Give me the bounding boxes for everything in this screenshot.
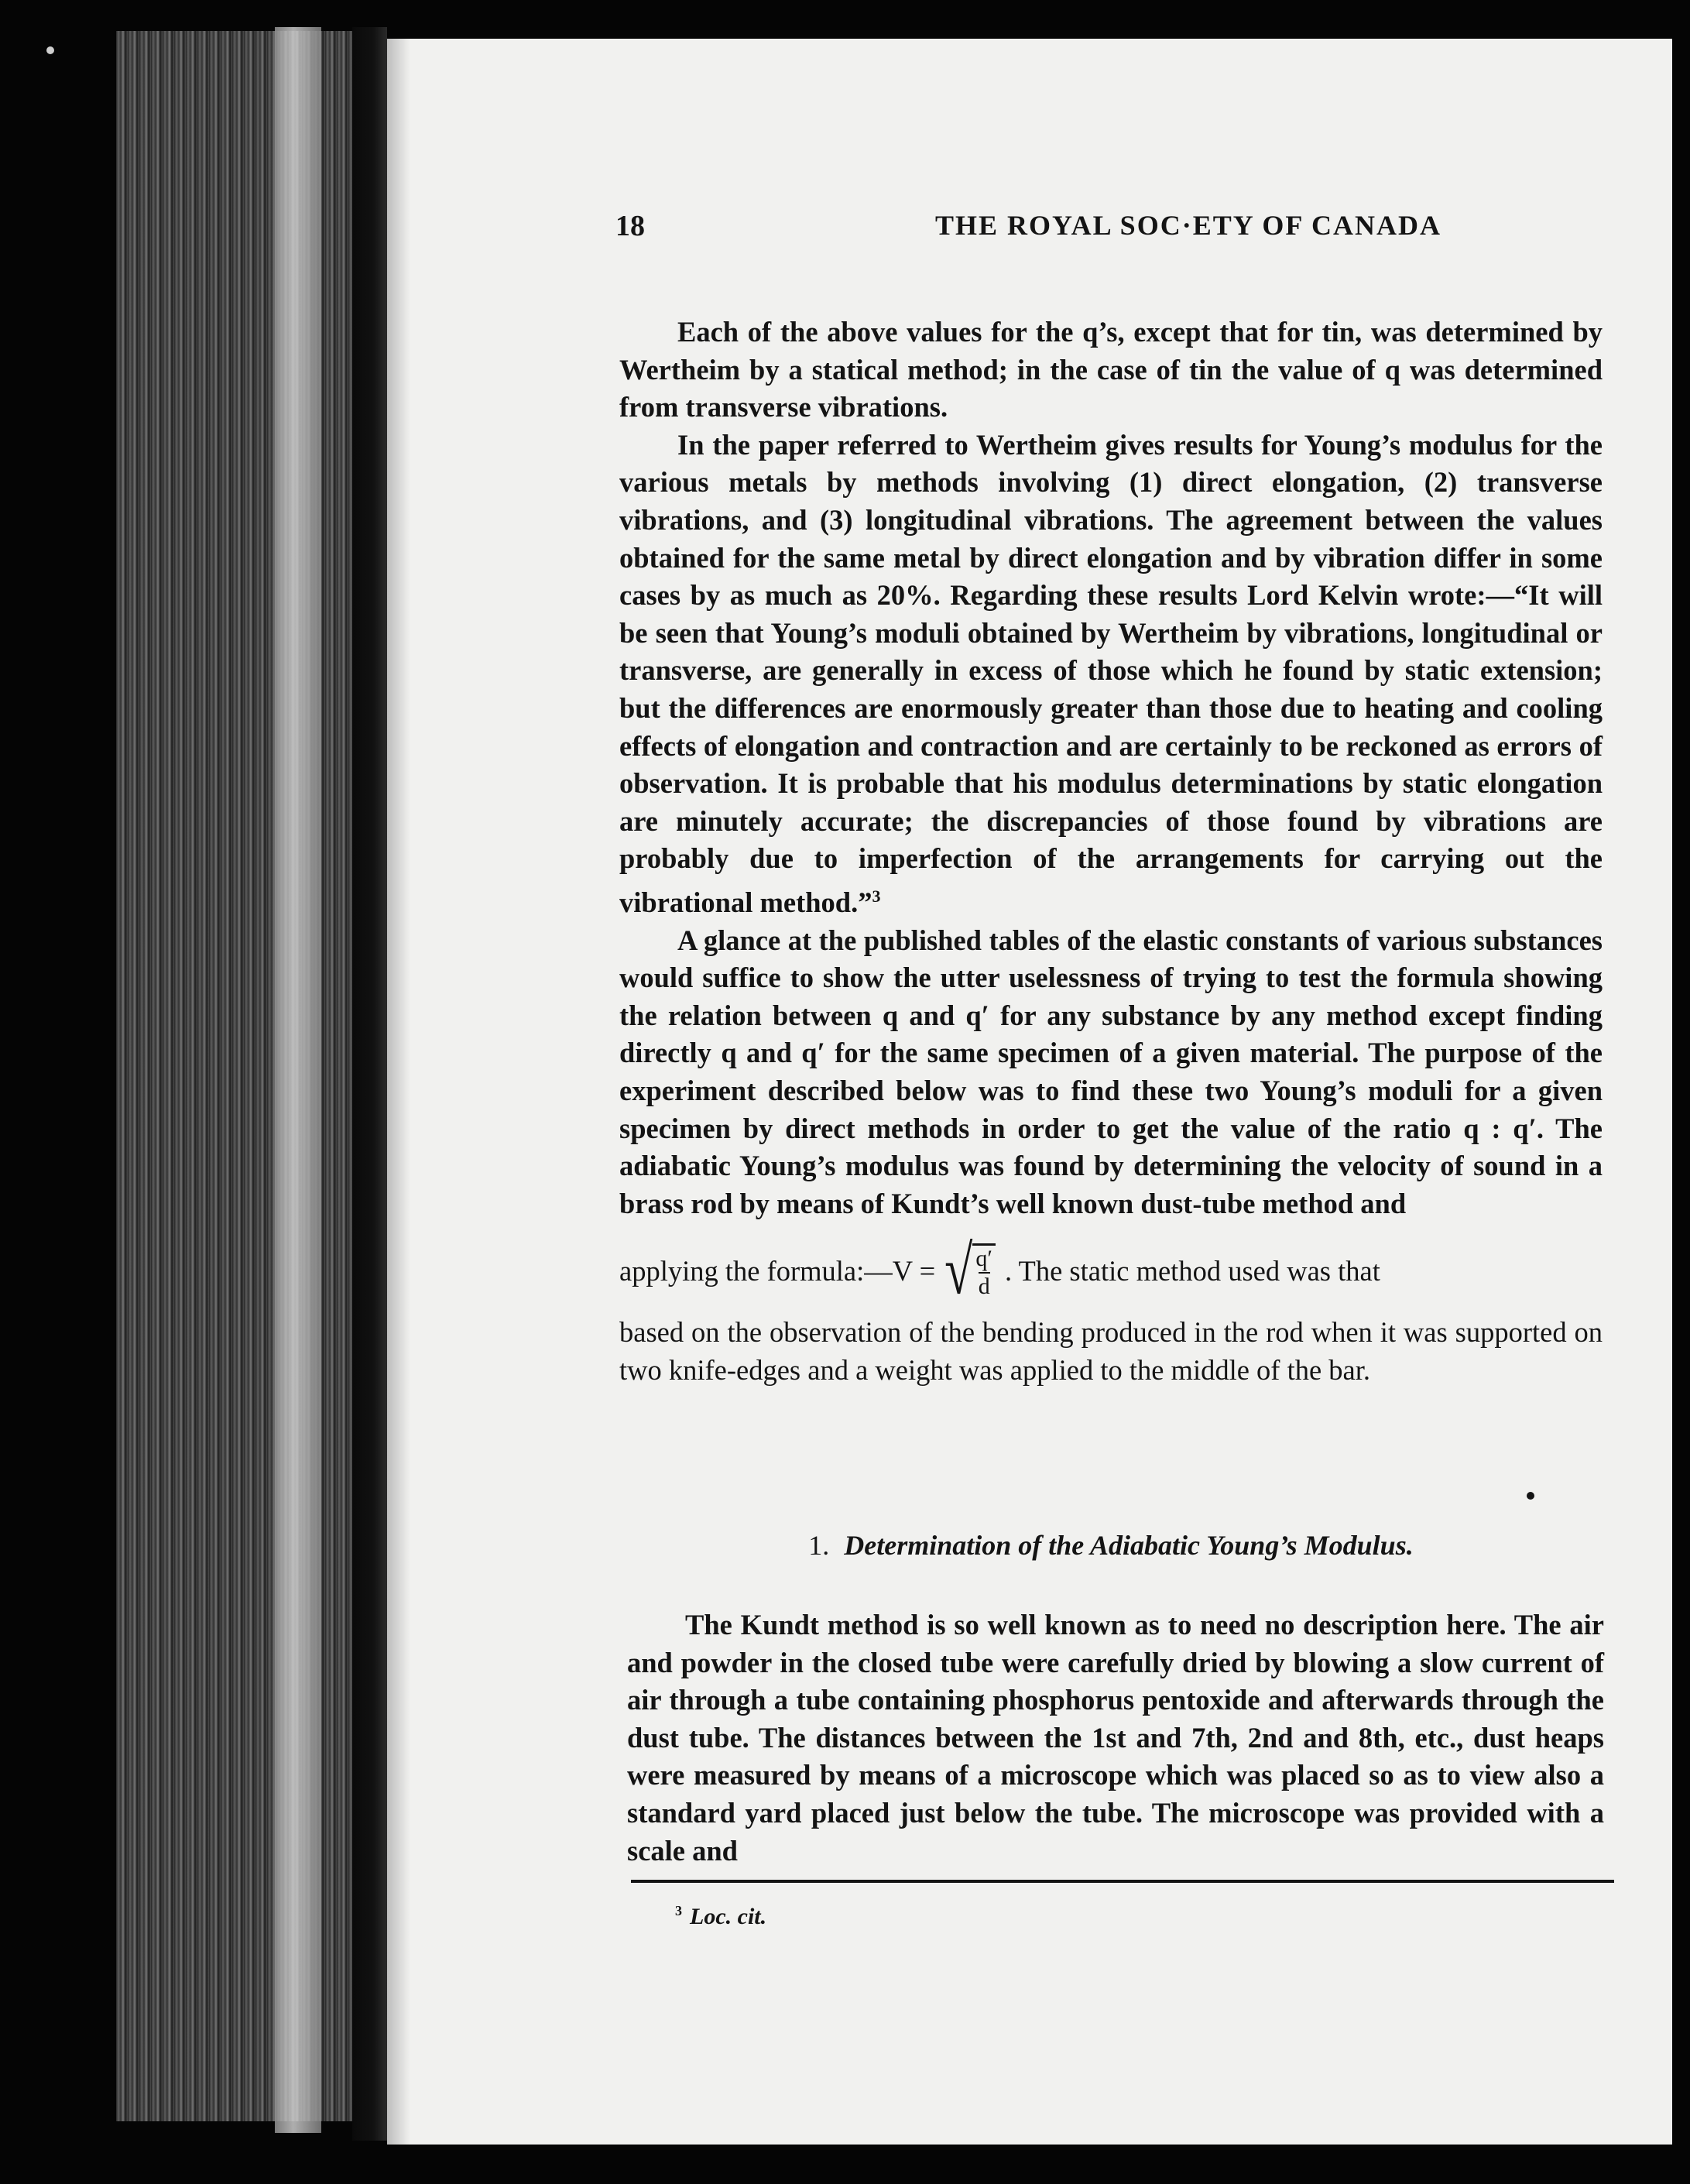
fraction-denominator: d <box>978 1273 990 1299</box>
page-number: 18 <box>615 210 645 242</box>
paragraph-2-text: In the paper referred to Wertheim gives results for Young’s modulus for the various metals by methods involving (1) direct elongation, (2) transverse vibrations, and (3) longitudinal vibrations. The agreement between the values obtained for the same metal by direct elongation and by vibration differ in some cases by as much as 20%. Regarding these results Lord Kelvin wrote:—“It will be seen that Young’s moduli obtained by Wertheim by vibrations, longitudinal or transverse, are generally in excess of those which he found by static extension; but the differences are enormously greater than those due to heating and cooling effects of elongation and contraction and are certainly to be reckoned as errors of observation. It is probable that his modulus determinations by static elongation are minutely accurate; the discrepancies of those found by vibrations are probably due to imperfection of the arrangements for carrying out the vibrational method.” <box>619 428 1603 919</box>
scan-speck <box>46 46 54 54</box>
paragraph-continuation: based on the observation of the bending produced in the rod when it was supported on two knife-edges and a weight was applied to the middle of the bar. <box>619 1316 1603 1386</box>
scan-border <box>1672 0 1690 2184</box>
page-gutter-shadow <box>352 27 387 2141</box>
formula-tail-text: . The static method used was that <box>1004 1255 1380 1287</box>
section-heading <box>619 1529 1603 1562</box>
document-page <box>387 39 1672 2145</box>
fraction-numerator: q′ <box>975 1245 992 1271</box>
formula-lead-text: applying the formula:—V = <box>619 1255 936 1287</box>
section-paragraph: The Kundt method is so well known as to need no description here. The air and powder in the closed tube were carefully dried by blowing a slow current of air through a tube containing phosphorus pentoxide and afterwards through the dust tube. The distances between the 1st and 7th, 2nd and 8th, etc., dust heaps were measured by means of a microscope which was placed so as to view also a standard yard placed just below the tube. The microscope was provided with a scale and <box>627 1609 1604 1867</box>
formula-line <box>619 1229 1603 1314</box>
section-number: 1. <box>808 1530 830 1561</box>
book-edge-highlight <box>275 27 321 2133</box>
book-page-edges <box>116 31 372 2121</box>
fraction <box>972 1243 996 1300</box>
paragraph-2 <box>619 427 1603 922</box>
radical-sign-icon: √ <box>944 1233 973 1310</box>
footnote-reference: 3 <box>872 886 881 906</box>
square-root-formula <box>944 1233 996 1310</box>
footnote-divider <box>631 1880 1614 1883</box>
paragraph-1: Each of the above values for the q’s, except that for tin, was determined by Wertheim by a statical method; in the case of tin the value of q was determined from transverse vibrations. <box>619 316 1603 423</box>
page-header <box>615 209 1672 255</box>
section-title: Determination of the Adiabatic Young’s Modulus. <box>844 1530 1414 1561</box>
section-body <box>627 1606 1604 1870</box>
paragraph-3: A glance at the published tables of the elastic constants of various substances would suffice to show the utter uselessness of trying to test the formula showing the relation between q and q′ for any substance by any method except finding directly q and q′ for the same specimen of a given material. The purpose of the experiment described below was to find these two Young’s moduli for a given specimen by direct methods in order to get the value of the ratio q : q′. The adiabatic Young’s modulus was found by determining the velocity of sound in a brass rod by means of Kundt’s well known dust-tube method and <box>619 924 1603 1219</box>
body-text <box>619 314 1603 1390</box>
running-title: THE ROYAL SOC·ETY OF CANADA <box>934 210 1442 241</box>
footnote <box>675 1903 766 1930</box>
scan-dot <box>1527 1492 1534 1500</box>
footnote-mark: 3 <box>675 1903 682 1918</box>
footnote-text: Loc. cit. <box>690 1904 767 1929</box>
